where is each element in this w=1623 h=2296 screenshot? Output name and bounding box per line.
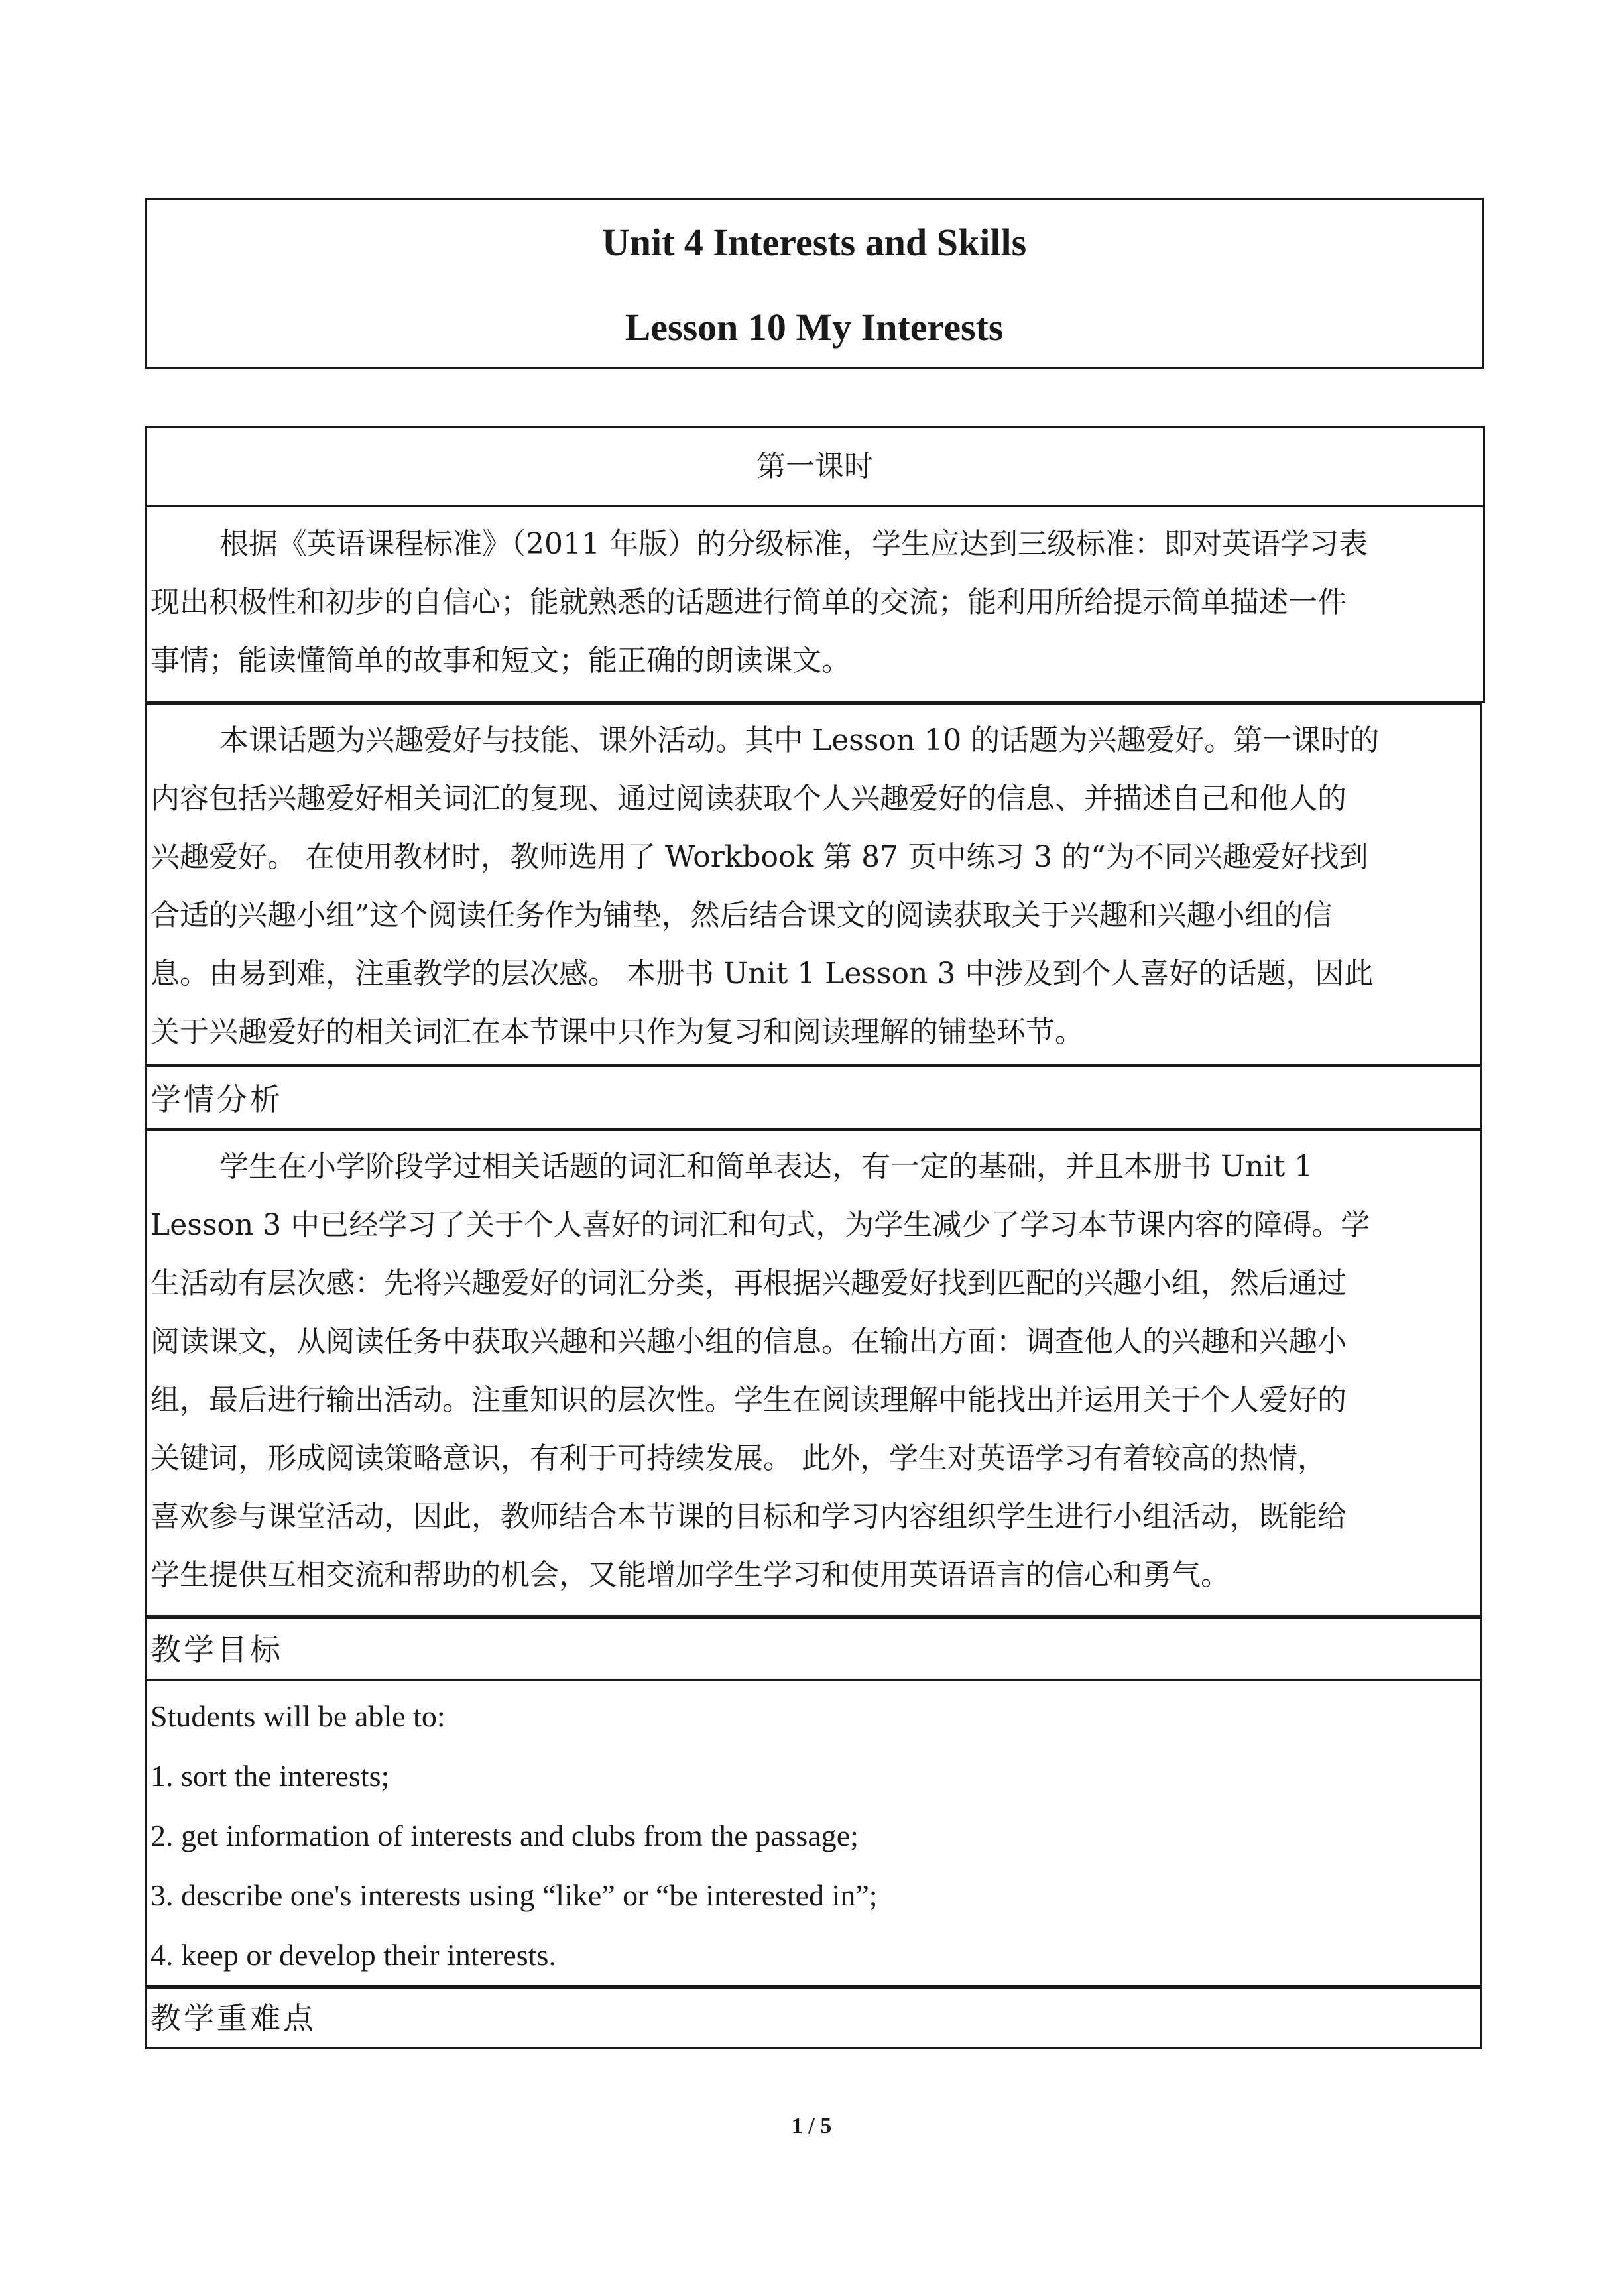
standard-text bbox=[150, 515, 1479, 690]
content-line: 合适的兴趣小组”这个阅读任务作为铺垫，然后结合课文的阅读获取关于兴趣和兴趣小组的信 bbox=[150, 898, 1333, 932]
objectives-text bbox=[150, 1687, 1476, 1985]
analysis-text bbox=[150, 1138, 1476, 1604]
analysis-line: 关键词，形成阅读策略意识，有利于可持续发展。 此外，学生对英语学习有着较高的热情， bbox=[150, 1441, 1327, 1475]
unit-title: Unit 4 Interests and Skills bbox=[601, 221, 1027, 264]
lesson-plan-table bbox=[145, 426, 1485, 2049]
objective-line: 3. describe one's interests using “like” or “be interested in”; bbox=[150, 1878, 878, 1912]
standard-line: 现出积极性和初步的自信心；能就熟悉的话题进行简单的交流；能利用所给提示简单描述一件 bbox=[150, 585, 1347, 619]
content-line: 息。由易到难，注重教学的层次感。 本册书 Unit 1 Lesson 3 中涉及到个人喜好的话题，因此 bbox=[150, 957, 1374, 991]
objective-line: 1. sort the interests; bbox=[150, 1759, 390, 1793]
analysis-line: Lesson 3 中已经学习了关于个人喜好的词汇和句式，为学生减少了学习本节课内容的障碍。学 bbox=[150, 1208, 1370, 1242]
analysis-line: 生活动有层次感：先将兴趣爱好的词汇分类，再根据兴趣爱好找到匹配的兴趣小组，然后通过 bbox=[150, 1266, 1347, 1300]
analysis-line: 学生提供互相交流和帮助的机会，又能增加学生学习和使用英语语言的信心和勇气。 bbox=[150, 1558, 1230, 1592]
content-line: 关于兴趣爱好的相关词汇在本节课中只作为复习和阅读理解的铺垫环节。 bbox=[150, 1015, 1084, 1049]
analysis-line: 组，最后进行输出活动。注重知识的层次性。学生在阅读理解中能找出并运用关于个人爱好的 bbox=[150, 1383, 1347, 1417]
analysis-line: 喜欢参与课堂活动，因此，教师结合本节课的目标和学习内容组织学生进行小组活动，既能给 bbox=[150, 1500, 1347, 1534]
analysis-line: 阅读课文，从阅读任务中获取兴趣和兴趣小组的信息。在输出方面：调查他人的兴趣和兴趣小 bbox=[150, 1325, 1347, 1359]
difficulties-heading: 教学重难点 bbox=[150, 2000, 316, 2036]
content-line: 兴趣爱好。 在使用教材时，教师选用了 Workbook 第 87 页中练习 3 的“为不同兴趣爱好找到 bbox=[150, 840, 1368, 874]
lesson-title: Lesson 10 My Interests bbox=[625, 306, 1004, 349]
objectives-heading-row bbox=[145, 1616, 1482, 1681]
objective-line: 2. get information of interests and clubs from the passage; bbox=[150, 1819, 859, 1852]
period-row bbox=[145, 426, 1485, 507]
content-text bbox=[150, 711, 1476, 1061]
content-row bbox=[145, 703, 1482, 1066]
content-line: 本课话题为兴趣爱好与技能、课外活动。其中 Lesson 10 的话题为兴趣爱好。第一课时的 bbox=[219, 723, 1380, 757]
analysis-heading: 学情分析 bbox=[150, 1081, 283, 1117]
title-box bbox=[145, 198, 1484, 369]
standard-line: 根据《英语课程标准》（2011 年版）的分级标准，学生应达到三级标准：即对英语学习表 bbox=[219, 527, 1368, 561]
difficulties-heading-row bbox=[145, 1986, 1482, 2049]
objective-line: 4. keep or develop their interests. bbox=[150, 1938, 556, 1972]
analysis-row bbox=[145, 1129, 1482, 1617]
objectives-row bbox=[145, 1679, 1482, 1987]
objectives-heading: 教学目标 bbox=[150, 1632, 283, 1667]
analysis-heading-row bbox=[145, 1064, 1482, 1130]
period-label: 第一课时 bbox=[756, 450, 873, 483]
standard-row bbox=[145, 505, 1485, 703]
analysis-line: 学生在小学阶段学过相关话题的词汇和简单表达，有一定的基础，并且本册书 Unit 1 bbox=[219, 1150, 1313, 1183]
standard-line: 事情；能读懂简单的故事和短文；能正确的朗读课文。 bbox=[150, 644, 851, 678]
objective-line: Students will be able to: bbox=[150, 1699, 446, 1733]
page-number: 1 / 5 bbox=[791, 2114, 832, 2138]
content-line: 内容包括兴趣爱好相关词汇的复现、通过阅读获取个人兴趣爱好的信息、并描述自己和他人的 bbox=[150, 782, 1347, 816]
